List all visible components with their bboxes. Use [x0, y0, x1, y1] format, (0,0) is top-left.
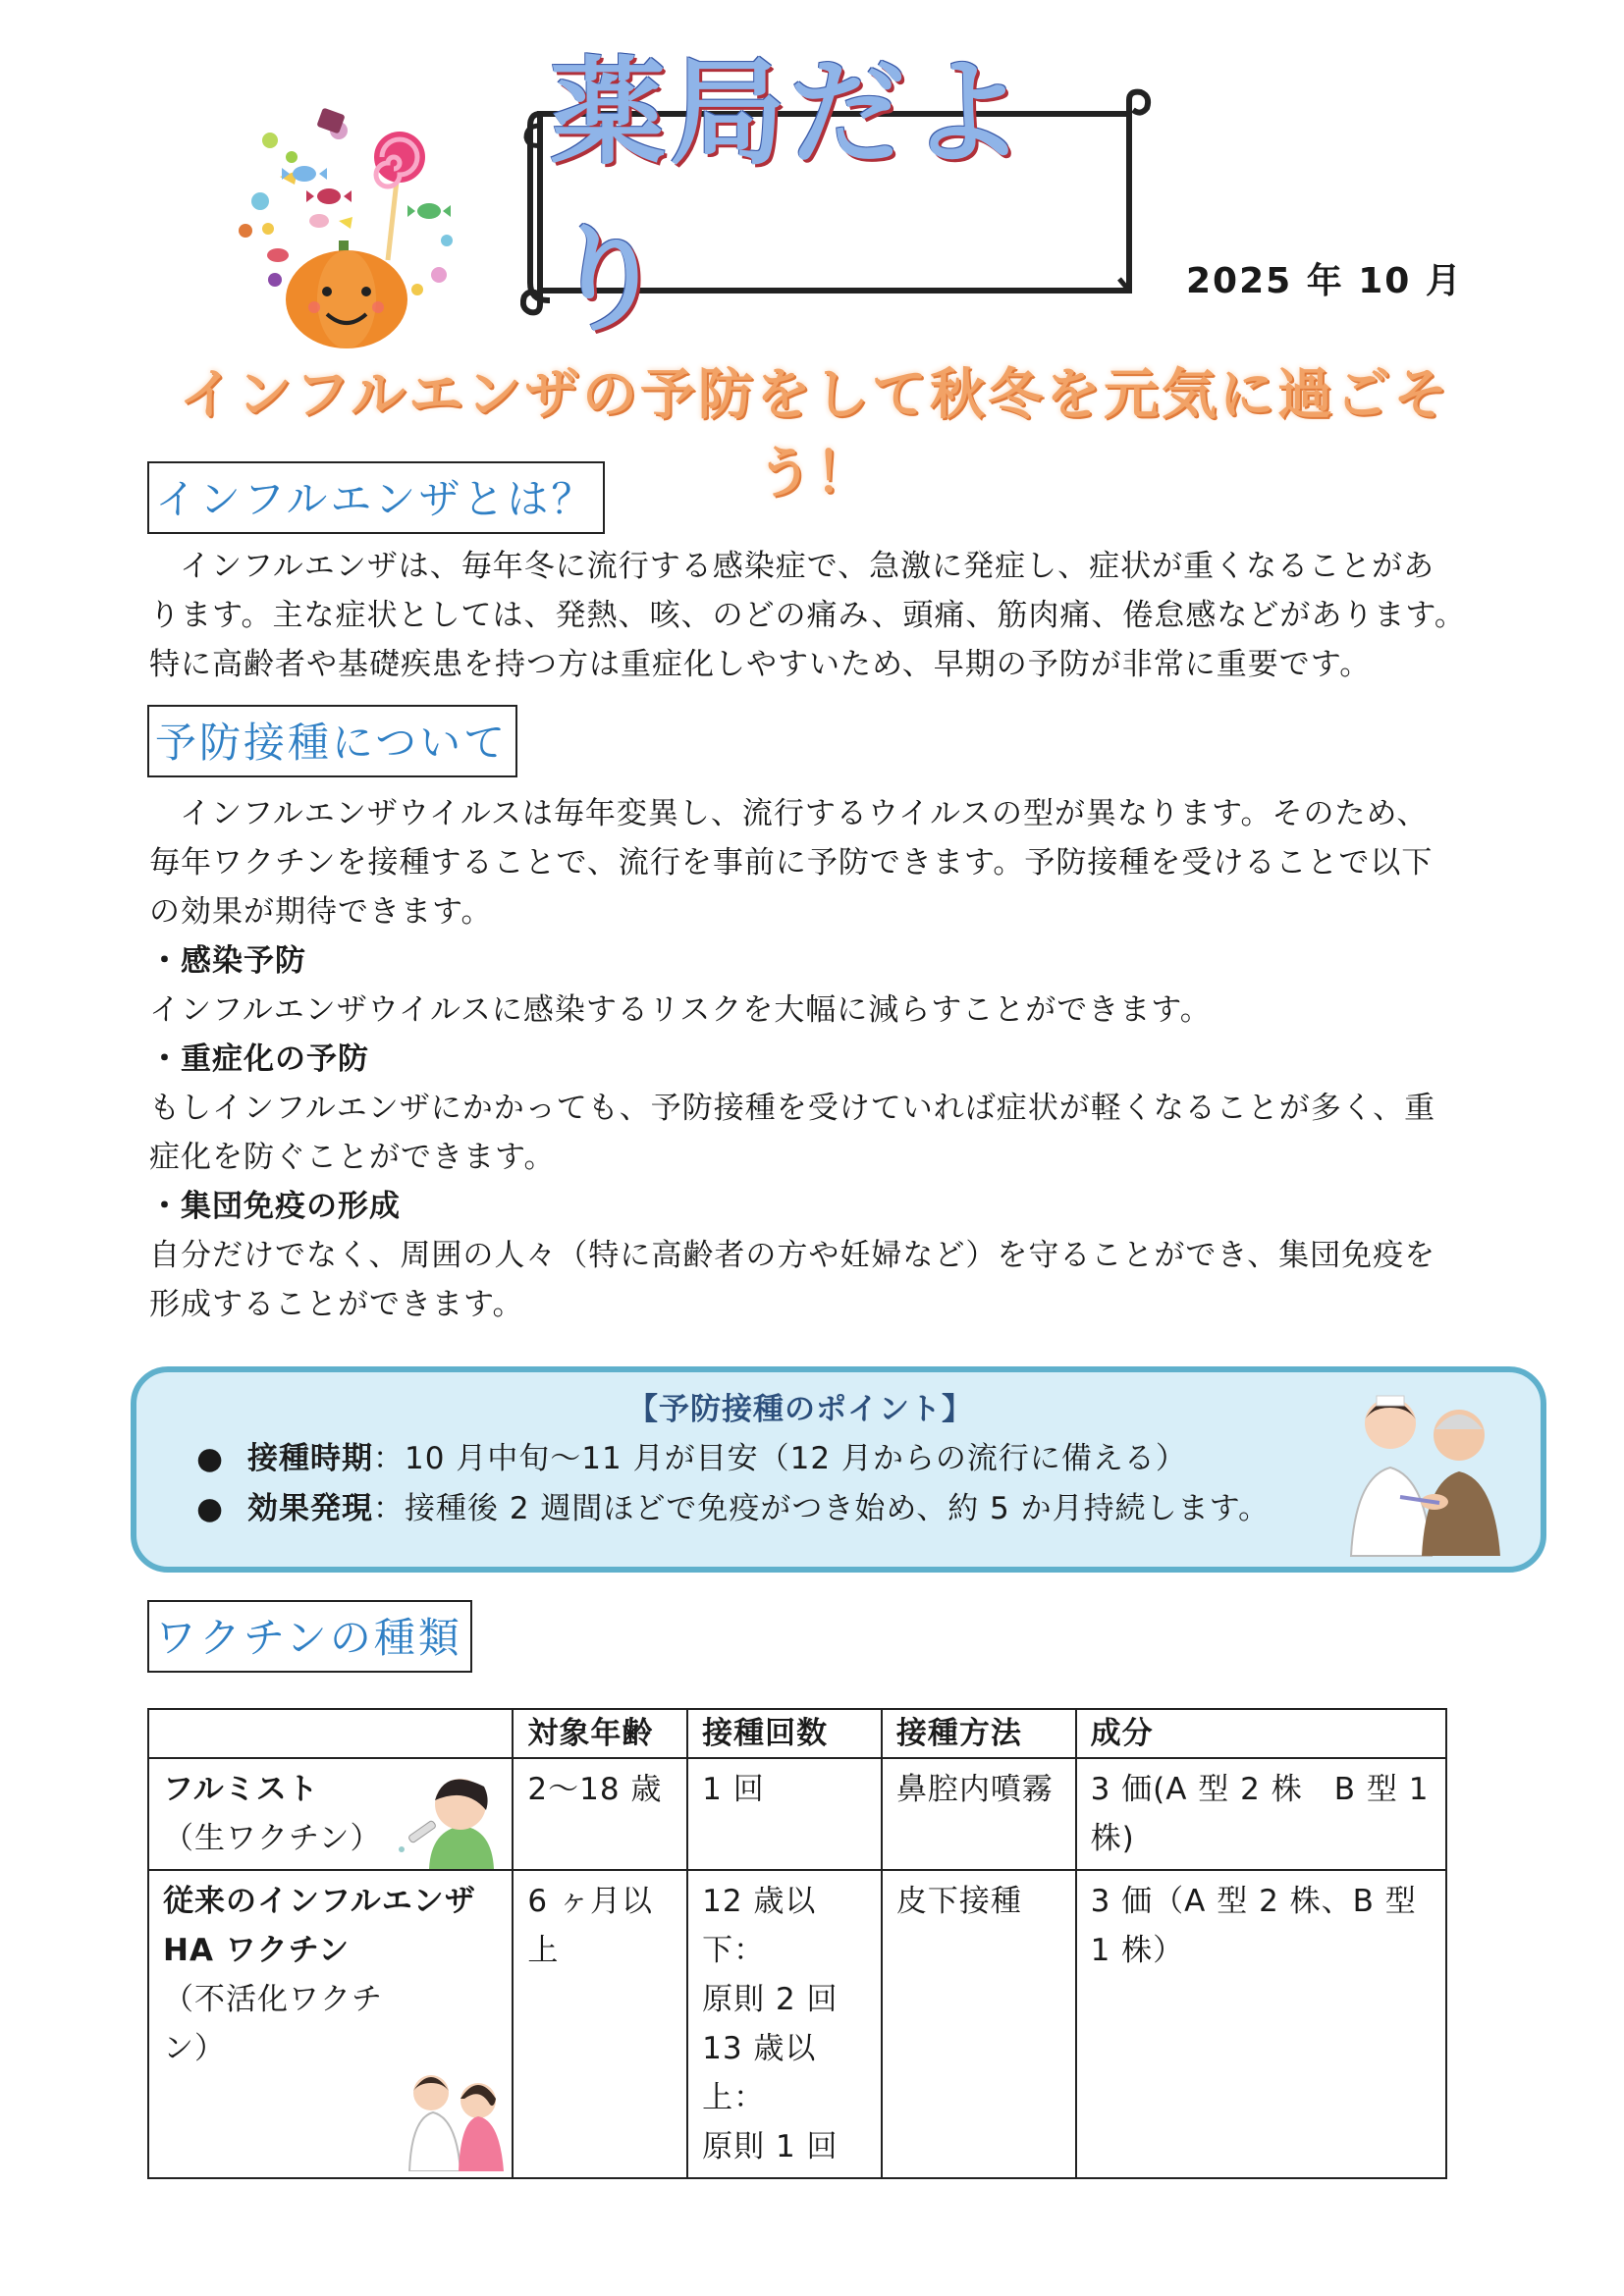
halloween-candy-pumpkin-icon: [221, 103, 476, 348]
vaccine-table: [147, 1708, 1447, 2179]
table-header: 接種回数: [687, 1709, 882, 1758]
component-cell: 3 価(A 型 2 株 B 型 1 株): [1076, 1758, 1446, 1870]
table-row: [148, 1758, 1446, 1870]
body-line: インフルエンザウイルスは毎年変異し、流行するウイルスの型が異なります。そのため、: [180, 796, 1429, 831]
section-heading-influenza: インフルエンザとは？: [147, 461, 605, 534]
vaccine-subtype: ン）: [163, 2031, 226, 2066]
method-cell: 鼻腔内噴霧: [882, 1758, 1076, 1870]
component-cell: 3 価（A 型 2 株、B 型 1 株）: [1076, 1870, 1446, 2178]
vaccine-subtype: （生ワクチン）: [163, 1821, 382, 1856]
table-header: 対象年齢: [513, 1709, 687, 1758]
vaccine-subtype: （不活化ワクチ: [163, 1982, 383, 2017]
table-header: [148, 1709, 513, 1758]
vaccine-name: フルミスト: [163, 1772, 319, 1807]
issue-date: 2025 年 10 月: [1186, 261, 1463, 301]
doses-cell: 1 回: [687, 1758, 882, 1870]
table-header: 成分: [1076, 1709, 1446, 1758]
benefit-text: もしインフルエンザにかかっても、予防接種を受けていれば症状が軽くなることが多く、重: [149, 1091, 1436, 1126]
benefit-title: ・感染予防: [149, 943, 306, 979]
headline: インフルエンザの予防をして秋冬を元気に過ごそう！: [179, 363, 1451, 506]
benefit-title: ・重症化の予防: [149, 1041, 369, 1077]
section-body-vaccination: [149, 789, 1496, 1329]
point-label: 接種時期: [247, 1441, 373, 1476]
dose-line: 原則 2 回: [702, 1982, 839, 2017]
nasal-spray-child-icon: [390, 1767, 498, 1869]
point-label: 効果発現: [247, 1491, 373, 1526]
age-cell: 6 ヶ月以上: [513, 1870, 687, 2178]
section-body-influenza: [149, 542, 1496, 689]
doses-cell: [687, 1870, 882, 2178]
table-row: [148, 1870, 1446, 2178]
point-box-title: 【予防接種のポイント】: [627, 1392, 973, 1427]
nurse-child-injection-icon: [402, 2063, 508, 2171]
benefit-text: 自分だけでなく、周囲の人々（特に高齢者の方や妊婦など）を守ることができ、集団免疫を: [149, 1238, 1436, 1273]
table-header-row: [148, 1709, 1446, 1758]
dose-line: 原則 1 回: [702, 2129, 839, 2164]
point-item: [196, 1433, 1187, 1477]
table-header: 接種方法: [882, 1709, 1076, 1758]
body-line: ります。主な症状としては、発熱、咳、のどの痛み、頭痛、筋肉痛、倦怠感などがあります。: [149, 598, 1466, 633]
nurse-vaccinating-elder-icon: [1341, 1374, 1508, 1561]
benefit-text: 症化を防ぐことができます。: [149, 1140, 556, 1175]
dose-line: 12 歳以下：: [702, 1884, 817, 1968]
body-line: の効果が期待できます。: [149, 894, 493, 930]
bullet-dot-icon: ●: [196, 1491, 225, 1526]
body-line: インフルエンザは、毎年冬に流行する感染症で、急激に発症し、症状が重くなることがあ: [180, 549, 1435, 584]
benefit-text: 形成することができます。: [149, 1287, 524, 1322]
vaccine-name: HA ワクチン: [163, 1933, 351, 1968]
benefit-text: インフルエンザウイルスに感染するリスクを大幅に減らすことができます。: [149, 992, 1212, 1028]
body-line: 特に高齢者や基礎疾患を持つ方は重症化しやすいため、早期の予防が非常に重要です。: [149, 647, 1372, 682]
body-line: 毎年ワクチンを接種することで、流行を事前に予防できます。予防接種を受けることで以下: [149, 845, 1434, 881]
vaccine-name: 従来のインフルエンザ: [163, 1884, 476, 1919]
benefit-title: ・集団免疫の形成: [149, 1189, 401, 1224]
point-text: ：10 月中旬～11 月が目安（12 月からの流行に備える）: [373, 1441, 1187, 1476]
point-item: [196, 1483, 1270, 1527]
section-heading-vaccine-types: ワクチンの種類: [147, 1600, 472, 1673]
method-cell: 皮下接種: [882, 1870, 1076, 2178]
bullet-dot-icon: ●: [196, 1441, 225, 1476]
vaccine-name-cell: [148, 1870, 513, 2178]
section-heading-vaccination: 予防接種について: [147, 705, 517, 777]
age-cell: 2～18 歳: [513, 1758, 687, 1870]
banner-title: 薬局だより: [550, 45, 1030, 347]
vaccine-name-cell: [148, 1758, 513, 1870]
point-text: ：接種後 2 週間ほどで免疫がつき始め、約 5 か月持続します。: [373, 1491, 1271, 1526]
dose-line: 13 歳以上：: [702, 2031, 817, 2115]
